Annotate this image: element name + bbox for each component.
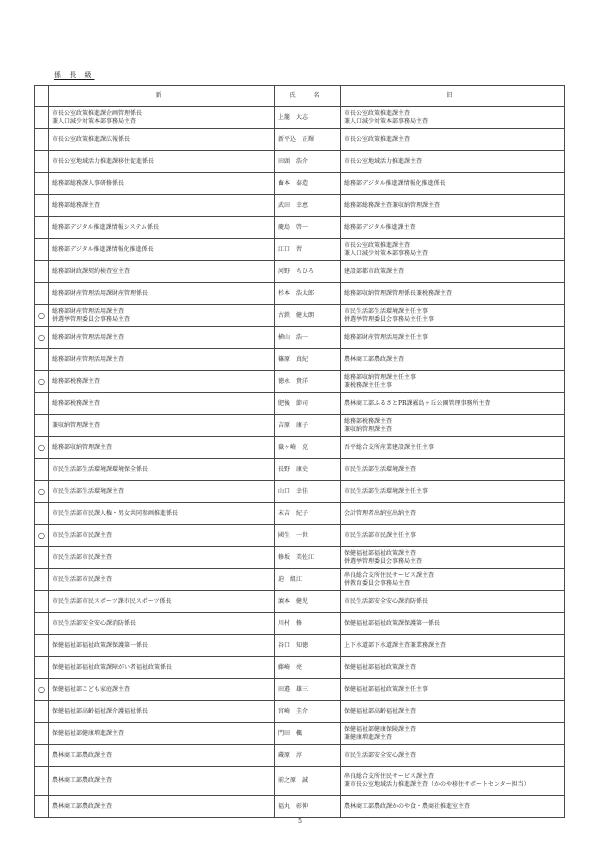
- old-position-cell: [341, 525, 565, 547]
- new-position-line: 保健福祉部高齢福祉課介護福祉係長: [52, 707, 149, 715]
- new-position-cell: [49, 796, 275, 818]
- new-position-cell: [49, 239, 275, 261]
- person-name-cell: 末吉 紀子: [275, 503, 341, 525]
- table-row: [35, 591, 565, 613]
- old-position-cell: [341, 107, 565, 129]
- table-row: [35, 635, 565, 657]
- new-position-line: 市民生活部安全安心課消防係長: [52, 619, 137, 627]
- table-row: [35, 525, 565, 547]
- old-position-line: 兼健康増進課主査: [344, 733, 393, 741]
- table-row: [35, 327, 565, 349]
- new-appointee-mark: [35, 745, 49, 767]
- old-position-line: 兼市長公室地域活力推進課主査（かのや移住サポートセンター担当）: [344, 781, 530, 788]
- new-position-cell: [49, 107, 275, 129]
- old-position-cell: [341, 723, 565, 745]
- header-mark: [35, 86, 49, 107]
- old-position-cell: [341, 129, 565, 151]
- old-position-line: 市民生活部生活環境課主任主事: [344, 307, 429, 315]
- person-name-cell: 畜本 泰造: [275, 173, 341, 195]
- new-position-line: 市長公室地域活力推進課移住促進係長: [52, 157, 155, 165]
- person-name-cell: 谷口 知徳: [275, 635, 341, 657]
- new-position-line: 市民生活部市民課主査: [52, 575, 113, 583]
- table-row: [35, 173, 565, 195]
- new-appointee-mark: [35, 591, 49, 613]
- new-position-cell: [49, 547, 275, 569]
- old-position-line: 総務部デジタル推進課主査: [344, 223, 416, 231]
- new-position-cell: [49, 635, 275, 657]
- new-appointee-mark: [35, 195, 49, 217]
- old-position-line: 市長公室政策推進課主査: [344, 135, 411, 143]
- page-number: 5: [298, 818, 302, 825]
- table-row: [35, 481, 565, 503]
- old-position-line: 総務部総務課主査兼収納管理課主査: [344, 201, 441, 209]
- old-position-line: 総務部デジタル推進課情報化推進係長: [344, 179, 446, 187]
- old-position-cell: [341, 261, 565, 283]
- person-name-cell: 河野 ちひろ: [275, 261, 341, 283]
- new-position-line: 総務部税務課主査: [52, 399, 101, 407]
- table-row: [35, 239, 565, 261]
- new-appointee-mark: [35, 701, 49, 723]
- new-appointee-mark: [35, 635, 49, 657]
- new-position-cell: [49, 151, 275, 173]
- old-position-cell: [341, 547, 565, 569]
- new-position-cell: [49, 305, 275, 327]
- old-position-cell: [341, 283, 565, 305]
- table-row: [35, 129, 565, 151]
- person-name-cell: 肥後 節司: [275, 393, 341, 415]
- new-position-line: 市民生活部市民スポーツ課市民スポーツ係長: [52, 597, 172, 605]
- table-row: [35, 745, 565, 767]
- new-position-line: 市長公室政策推進課企画管理係長: [52, 109, 143, 117]
- new-position-line: 保健福祉部福祉政策課障がい者福祉政策係長: [52, 663, 173, 671]
- old-position-line: 市長公室政策推進課主査: [344, 109, 411, 117]
- old-position-line: 市民生活部市民課主任主事: [344, 531, 417, 539]
- person-name-cell: 國生 一世: [275, 525, 341, 547]
- person-name-cell: 嶽ヶ崎 克: [275, 437, 341, 459]
- table-row: [35, 437, 565, 459]
- old-position-line: 串良総合支所住民サービス課主査: [344, 773, 435, 780]
- person-name-cell: 長野 康史: [275, 459, 341, 481]
- new-position-cell: [49, 701, 275, 723]
- new-position-line: 保健福祉部福祉政策課保護第一係長: [52, 641, 149, 649]
- old-position-line: 市民生活部生活環境課主査: [344, 465, 417, 473]
- new-position-line: 保健福祉部健康増進課主査: [52, 729, 125, 737]
- old-position-line: 保健福祉部福祉政策課主任主事: [344, 685, 429, 693]
- table-row: [35, 305, 565, 327]
- new-appointee-mark: [35, 657, 49, 679]
- new-appointee-mark: [35, 129, 49, 151]
- old-position-cell: [341, 195, 565, 217]
- old-position-line: 総務部収納管理課管理係長兼税務課主査: [344, 289, 453, 297]
- new-position-cell: [49, 371, 275, 393]
- old-position-cell: [341, 327, 565, 349]
- old-position-line: 市民生活部安全安心課主査: [344, 751, 417, 759]
- table-row: [35, 195, 565, 217]
- new-position-cell: [49, 481, 275, 503]
- old-position-cell: [341, 305, 565, 327]
- new-appointee-mark: [35, 503, 49, 525]
- old-position-cell: [341, 437, 565, 459]
- new-appointee-mark: [35, 151, 49, 173]
- old-position-cell: [341, 796, 565, 818]
- old-position-cell: [341, 173, 565, 195]
- old-position-line: 併選挙管理委員会事務局主査: [344, 557, 423, 565]
- person-name-cell: 藤崎 亮: [275, 657, 341, 679]
- new-position-line: 市民生活部市民課主査: [52, 531, 113, 539]
- new-position-line: 総務部総務課人事研修係長: [52, 179, 125, 187]
- new-position-cell: [49, 723, 275, 745]
- new-position-line: 農林商工部農政課主査: [52, 751, 113, 759]
- new-position-line: 総務部財産管理活用課財産管理係長: [52, 289, 149, 297]
- old-position-line: 兼人口減少対策本部事務局主査: [344, 249, 429, 257]
- old-position-cell: [341, 481, 565, 503]
- new-appointee-mark: [35, 767, 49, 796]
- table-row: [35, 679, 565, 701]
- new-position-cell: [49, 437, 275, 459]
- old-position-line: 保健福祉部福祉政策課主査: [344, 663, 417, 671]
- old-position-line: 市民生活部生活環境課主任主事: [344, 487, 429, 495]
- table-row: [35, 569, 565, 591]
- new-position-cell: [49, 129, 275, 151]
- new-position-line: 農林商工部農政課主査: [52, 802, 113, 810]
- person-name-cell: 迫 組江: [275, 569, 341, 591]
- new-position-cell: [49, 525, 275, 547]
- old-position-cell: [341, 569, 565, 591]
- header-new: 新: [49, 86, 275, 107]
- new-position-line: 兼収納管理課主査: [52, 421, 101, 429]
- new-position-line: 総務部デジタル推進課情報システム係長: [52, 223, 160, 231]
- new-appointee-mark: [35, 239, 49, 261]
- new-appointee-mark: [35, 261, 49, 283]
- person-name-cell: 横山 浩一: [275, 327, 341, 349]
- table-row: [35, 459, 565, 481]
- table-row: [35, 613, 565, 635]
- new-position-cell: [49, 459, 275, 481]
- new-appointee-mark: [35, 107, 49, 129]
- old-position-cell: [341, 613, 565, 635]
- old-position-cell: [341, 151, 565, 173]
- person-name-cell: 福丸 彰伸: [275, 796, 341, 818]
- new-position-line: 総務部財産管理活用課主査: [52, 333, 125, 341]
- old-position-line: 兼人口減少対策本部事務局主査: [344, 117, 429, 125]
- new-position-line: 農林商工部農政課主査: [52, 777, 113, 784]
- person-name-cell: 吉原 康子: [275, 415, 341, 437]
- table-row: [35, 415, 565, 437]
- new-position-line: 総務部税務課主査: [52, 377, 101, 385]
- table-row: [35, 107, 565, 129]
- new-position-cell: [49, 613, 275, 635]
- new-appointee-mark: [35, 459, 49, 481]
- new-appointee-mark: ○: [35, 305, 49, 327]
- person-name-cell: 江口 習: [275, 239, 341, 261]
- new-position-cell: [49, 327, 275, 349]
- new-position-cell: [49, 591, 275, 613]
- new-position-cell: [49, 217, 275, 239]
- old-position-line: 市長公室政策推進課主査: [344, 241, 411, 249]
- old-position-cell: [341, 239, 565, 261]
- table-row: [35, 657, 565, 679]
- new-position-cell: [49, 415, 275, 437]
- old-position-line: 併教育委員会事務局主査: [344, 579, 411, 587]
- new-appointee-mark: [35, 613, 49, 635]
- old-position-line: 併選挙管理委員会事務局主任主事: [344, 315, 435, 323]
- old-position-line: 農林商工部農政課主査: [344, 355, 405, 363]
- new-position-line: 市民生活部生活環境課環境保全係長: [52, 465, 149, 473]
- table-row: [35, 217, 565, 239]
- old-position-cell: [341, 679, 565, 701]
- old-position-cell: [341, 217, 565, 239]
- old-position-line: 総務部税務課主査: [344, 417, 393, 425]
- new-position-line: 市民生活部生活環境課主査: [52, 487, 125, 495]
- new-position-cell: [49, 349, 275, 371]
- new-appointee-mark: ○: [35, 525, 49, 547]
- table-row: [35, 767, 565, 796]
- person-name-cell: 慶島 啓一: [275, 217, 341, 239]
- new-appointee-mark: [35, 415, 49, 437]
- new-appointee-mark: [35, 393, 49, 415]
- person-name-cell: 修坂 美佐江: [275, 547, 341, 569]
- new-appointee-mark: ○: [35, 371, 49, 393]
- new-position-cell: [49, 503, 275, 525]
- old-position-line: 兼税務課主任主事: [344, 381, 393, 389]
- new-appointee-mark: [35, 283, 49, 305]
- old-position-line: 上下水道部下水道課主査兼業務課主査: [344, 641, 447, 649]
- new-position-cell: [49, 569, 275, 591]
- old-position-cell: [341, 701, 565, 723]
- new-appointee-mark: [35, 547, 49, 569]
- new-position-line: 総務部財産管理活用課主査: [52, 307, 125, 315]
- person-name-cell: 田邉 雄三: [275, 679, 341, 701]
- new-appointee-mark: [35, 796, 49, 818]
- table-row: [35, 283, 565, 305]
- new-position-line: 総務部デジタル推進課情報化推進係長: [52, 245, 154, 253]
- table-row: [35, 796, 565, 818]
- person-name-cell: 門田 楓: [275, 723, 341, 745]
- new-position-line: 市民生活部市民課主査: [52, 553, 113, 561]
- new-position-cell: [49, 261, 275, 283]
- old-position-cell: [341, 745, 565, 767]
- person-name-cell: 古鉄 健太朗: [275, 305, 341, 327]
- old-position-line: 市民生活部安全安心課消防係長: [344, 597, 429, 605]
- old-position-cell: [341, 415, 565, 437]
- new-position-cell: [49, 679, 275, 701]
- new-appointee-mark: ○: [35, 679, 49, 701]
- old-position-cell: [341, 371, 565, 393]
- header-name: 氏 名: [275, 86, 341, 107]
- table-row: [35, 261, 565, 283]
- old-position-cell: [341, 503, 565, 525]
- new-position-line: 総務部財政課契約検査室主査: [52, 267, 131, 275]
- old-position-line: 農林商工部農政課かのや食・農商社推進室主査: [344, 802, 471, 810]
- new-position-cell: [49, 657, 275, 679]
- new-position-cell: [49, 195, 275, 217]
- new-position-line: 併選挙管理委員会事務局主査: [52, 315, 131, 323]
- new-position-cell: [49, 173, 275, 195]
- old-position-cell: [341, 459, 565, 481]
- table-row: [35, 151, 565, 173]
- new-appointee-mark: [35, 173, 49, 195]
- old-position-line: 保健福祉部健康保険課主査: [344, 725, 417, 733]
- person-name-cell: 蔵原 淳: [275, 745, 341, 767]
- table-row: [35, 371, 565, 393]
- table-row: [35, 723, 565, 745]
- new-position-cell: [49, 393, 275, 415]
- old-position-cell: [341, 657, 565, 679]
- table-row: [35, 503, 565, 525]
- old-position-line: 会計管理者出納室出納主査: [344, 509, 417, 517]
- old-position-line: 保健福祉部福祉政策課主査: [344, 549, 417, 557]
- personnel-table: [34, 85, 565, 818]
- old-position-cell: [341, 635, 565, 657]
- new-position-cell: [49, 283, 275, 305]
- table-row: [35, 349, 565, 371]
- new-appointee-mark: [35, 217, 49, 239]
- old-position-cell: [341, 591, 565, 613]
- table-header-row: [35, 86, 565, 107]
- new-appointee-mark: [35, 569, 49, 591]
- new-appointee-mark: [35, 349, 49, 371]
- new-appointee-mark: ○: [35, 437, 49, 459]
- table-row: [35, 393, 565, 415]
- header-old: 旧: [341, 86, 565, 107]
- old-position-line: 市長公室地域活力推進課主査: [344, 157, 423, 165]
- person-name-cell: 篠原 真紀: [275, 349, 341, 371]
- person-name-cell: 杉本 浩太郎: [275, 283, 341, 305]
- old-position-line: 保健福祉部高齢福祉課主査: [344, 707, 417, 715]
- table-body: [35, 107, 565, 818]
- new-appointee-mark: ○: [35, 481, 49, 503]
- person-name-cell: 宮崎 圭介: [275, 701, 341, 723]
- new-position-line: 総務部財産管理活用課主査: [52, 355, 125, 363]
- old-position-line: 兼収納管理課主査: [344, 425, 393, 433]
- new-position-line: 総務部収納管理課主査: [52, 443, 113, 451]
- old-position-line: 建設部都市政策課主査: [344, 267, 405, 275]
- old-position-line: 総務部収納管理課主任主事: [344, 373, 417, 381]
- person-name-cell: 武田 幸恵: [275, 195, 341, 217]
- new-appointee-mark: [35, 723, 49, 745]
- new-appointee-mark: ○: [35, 327, 49, 349]
- new-position-line: 市長公室政策推進課広報係長: [52, 135, 131, 143]
- old-position-line: 農林商工部ふるさとPR課霧島ヶ丘公園管理事務所主査: [344, 399, 491, 407]
- person-name-cell: 前之原 誠: [275, 767, 341, 796]
- person-name-cell: 上籠 大志: [275, 107, 341, 129]
- person-name-cell: 川村 修: [275, 613, 341, 635]
- table-row: [35, 547, 565, 569]
- person-name-cell: 濵本 健児: [275, 591, 341, 613]
- old-position-line: 吾平総合支所産業建設課主任主事: [344, 443, 435, 451]
- section-title: 係 長 級: [54, 71, 95, 79]
- table-row: [35, 701, 565, 723]
- person-name-cell: 山口 幸佳: [275, 481, 341, 503]
- old-position-cell: [341, 349, 565, 371]
- person-name-cell: 田頭 浩介: [275, 151, 341, 173]
- old-position-line: 総務部財産管理活用課主任主事: [344, 333, 429, 341]
- new-position-cell: [49, 767, 275, 796]
- person-name-cell: 新平込 正輝: [275, 129, 341, 151]
- old-position-cell: [341, 767, 565, 796]
- new-position-cell: [49, 745, 275, 767]
- new-position-line: 総務部総務課主査: [52, 201, 101, 209]
- new-position-line: 市民生活部市民課人権・男女共同参画推進係長: [52, 509, 179, 517]
- old-position-cell: [341, 393, 565, 415]
- new-position-line: 保健福祉部こども家庭課主査: [52, 685, 131, 693]
- old-position-line: 保健福祉部福祉政策課保護第一係長: [344, 619, 441, 627]
- old-position-line: 串良総合支所住民サービス課主査: [344, 571, 435, 579]
- new-position-line: 兼人口減少対策本部事務局主査: [52, 117, 137, 125]
- person-name-cell: 徳永 貴洋: [275, 371, 341, 393]
